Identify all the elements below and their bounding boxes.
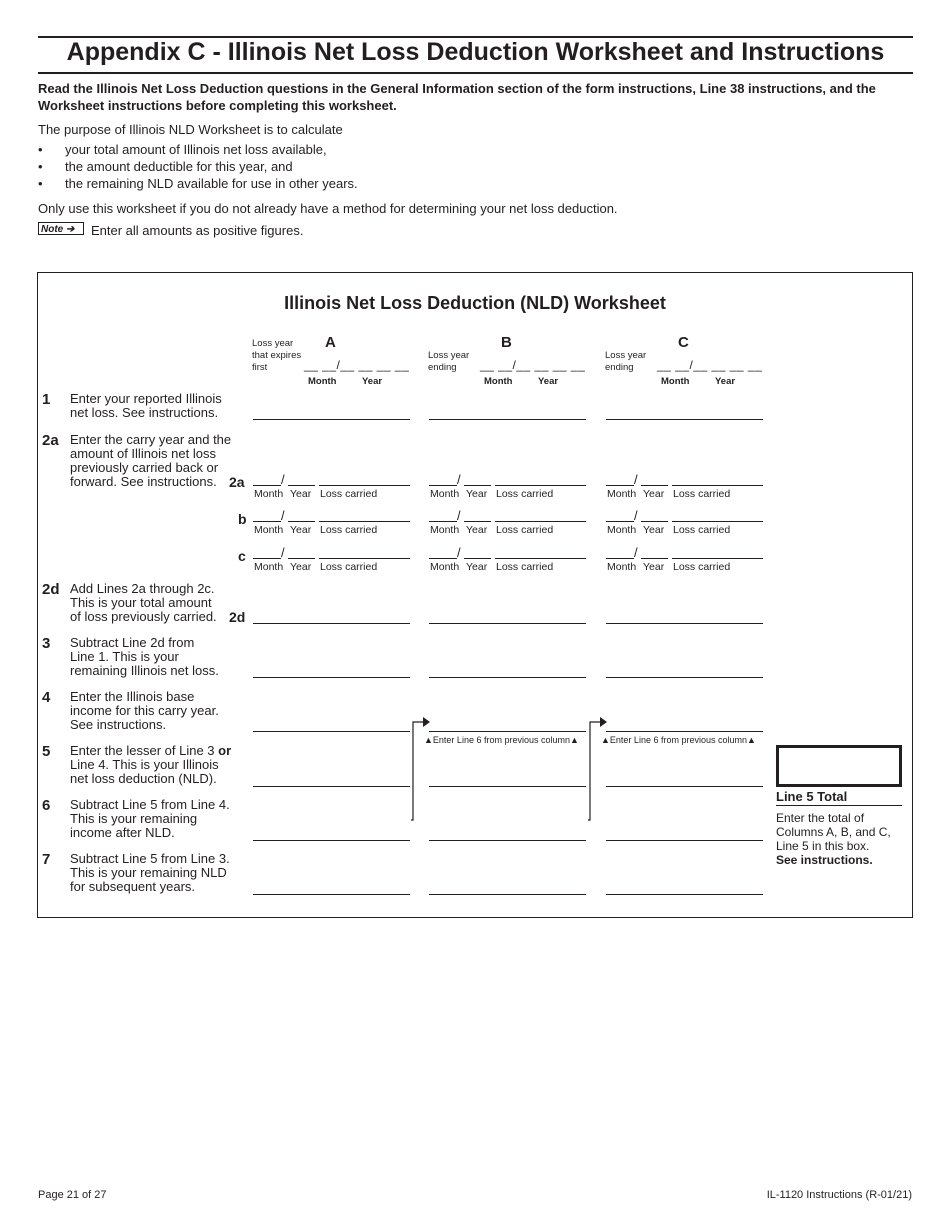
month-label: Month — [607, 561, 637, 573]
loss-carried-field[interactable] — [495, 558, 586, 559]
loss-carried-label: Loss carried — [496, 488, 554, 500]
arrow-note-col-c: ▲Enter Line 6 from previous column▲ — [601, 735, 756, 745]
line-7-col-b-field[interactable] — [429, 894, 586, 895]
year-label: Year — [643, 524, 665, 536]
column-header-c — [605, 334, 765, 389]
line-5-col-b-field[interactable] — [429, 786, 586, 787]
carry-over-arrow-b — [405, 715, 435, 825]
line-5-total-box[interactable] — [776, 745, 902, 787]
carry-year-field[interactable] — [464, 558, 491, 559]
carry-year-field[interactable] — [641, 558, 668, 559]
loss-carried-label: Loss carried — [496, 561, 554, 573]
date-slash: / — [457, 508, 461, 523]
line-2a-col-b-group — [429, 472, 589, 500]
line-4-col-c-field[interactable] — [606, 731, 763, 732]
month-label: Month — [484, 376, 513, 387]
year-label: Year — [538, 376, 559, 387]
bullet-text: your total amount of Illinois net loss available, — [65, 142, 327, 157]
column-caption: Loss year ending — [605, 350, 647, 373]
line-2b-col-c-group — [606, 508, 766, 536]
line-2b-col-a-group — [253, 508, 413, 536]
loss-carried-field[interactable] — [319, 485, 410, 486]
carry-over-arrow-c — [582, 715, 612, 825]
line-number: 5 — [42, 743, 51, 760]
carry-month-field[interactable] — [253, 521, 281, 522]
month-label: Month — [430, 561, 460, 573]
line-6-col-a-field[interactable] — [253, 840, 410, 841]
line-number: 6 — [42, 797, 51, 814]
year-label: Year — [290, 524, 312, 536]
line-2a-col-c-group — [606, 472, 766, 500]
bullet-icon: • — [38, 142, 43, 157]
carry-year-field[interactable] — [288, 521, 315, 522]
loss-carried-field[interactable] — [672, 521, 763, 522]
date-slash: / — [634, 545, 638, 560]
loss-carried-label: Loss carried — [320, 524, 378, 536]
loss-carried-label: Loss carried — [496, 524, 554, 536]
line-5-text: Enter the lesser of Line 3 or Line 4. This is your Illinois net loss deduction (NLD). — [70, 743, 232, 786]
form-id: IL-1120 Instructions (R-01/21) — [766, 1189, 912, 1201]
year-label: Year — [290, 561, 312, 573]
carry-year-field[interactable] — [288, 558, 315, 559]
year-label: Year — [466, 561, 488, 573]
worksheet-title: Illinois Net Loss Deduction (NLD) Worksheet — [284, 293, 666, 313]
line-3-col-b-field[interactable] — [429, 677, 586, 678]
loss-carried-field[interactable] — [672, 485, 763, 486]
line-1-text: Enter your reported Illinois net loss. See instructions. — [70, 391, 222, 420]
year-label: Year — [466, 524, 488, 536]
carry-year-field[interactable] — [288, 485, 315, 486]
month-label: Month — [254, 561, 284, 573]
date-slash: / — [281, 508, 285, 523]
line-7-col-a-field[interactable] — [253, 894, 410, 895]
date-slash: / — [634, 508, 638, 523]
loss-carried-field[interactable] — [495, 521, 586, 522]
line-2a-inline-label: 2a — [229, 474, 245, 490]
month-label: Month — [430, 488, 460, 500]
line-2a-col-a-group — [253, 472, 413, 500]
line-7-text: Subtract Line 5 from Line 3. This is your remaining NLD for subsequent years. — [70, 851, 230, 894]
month-label: Month — [661, 376, 690, 387]
line-6-col-c-field[interactable] — [606, 840, 763, 841]
loss-year-date-field[interactable]: __ __/__ __ __ __ — [480, 358, 586, 372]
loss-carried-label: Loss carried — [320, 561, 378, 573]
loss-carried-label: Loss carried — [320, 488, 378, 500]
line-2b-col-b-group — [429, 508, 589, 536]
month-label: Month — [430, 524, 460, 536]
intro-bold-text: Read the Illinois Net Loss Deduction questions in the General Information section of the form instructions, Line 38 instructions, and the Worksheet instructions before completing this worksheet. — [38, 81, 876, 113]
line-3-col-c-field[interactable] — [606, 677, 763, 678]
line-2b-label: b — [238, 511, 247, 527]
arrow-note-col-b: ▲Enter Line 6 from previous column▲ — [424, 735, 579, 745]
date-slash: / — [457, 472, 461, 487]
only-use-text: Only use this worksheet if you do not already have a method for determining your net loss deduction. — [38, 201, 618, 216]
line-2c-col-a-group — [253, 545, 413, 573]
page-number: Page 21 of 27 — [38, 1189, 107, 1201]
month-label: Month — [254, 488, 284, 500]
carry-month-field[interactable] — [606, 521, 634, 522]
line-2a-text: Enter the carry year and the amount of Illinois net loss previously carried back or forward. See instructions. — [70, 432, 232, 489]
year-label: Year — [643, 488, 665, 500]
year-label: Year — [643, 561, 665, 573]
line-6-col-b-field[interactable] — [429, 840, 586, 841]
line-2d-col-a-field[interactable] — [253, 623, 410, 624]
loss-carried-field[interactable] — [495, 485, 586, 486]
line-number: 3 — [42, 635, 51, 652]
year-label: Year — [290, 488, 312, 500]
date-slash: / — [457, 545, 461, 560]
column-letter: B — [501, 334, 512, 351]
loss-carried-label: Loss carried — [673, 561, 731, 573]
loss-carried-label: Loss carried — [673, 524, 731, 536]
line-2d-col-b-field[interactable] — [429, 623, 586, 624]
line-4-text: Enter the Illinois base income for this carry year. See instructions. — [70, 689, 219, 732]
line-number: 2d — [42, 581, 60, 598]
date-slash: / — [281, 545, 285, 560]
loss-carried-field[interactable] — [319, 558, 410, 559]
date-slash: / — [634, 472, 638, 487]
column-header-a — [252, 334, 412, 389]
carry-year-field[interactable] — [464, 521, 491, 522]
month-label: Month — [607, 488, 637, 500]
line-1-col-c-field[interactable] — [606, 419, 763, 420]
carry-month-field[interactable] — [429, 521, 457, 522]
line-7-col-c-field[interactable] — [606, 894, 763, 895]
carry-month-field[interactable] — [429, 558, 457, 559]
loss-year-date-field[interactable]: __ __/__ __ __ __ — [657, 358, 763, 372]
line-6-text: Subtract Line 5 from Line 4. This is your remaining income after NLD. — [70, 797, 230, 840]
month-label: Month — [254, 524, 284, 536]
carry-year-field[interactable] — [641, 485, 668, 486]
line-1-col-a-field[interactable] — [253, 419, 410, 420]
line-2c-col-c-group — [606, 545, 766, 573]
line-number: 2a — [42, 432, 59, 449]
carry-month-field[interactable] — [429, 485, 457, 486]
loss-carried-field[interactable] — [672, 558, 763, 559]
column-letter: A — [325, 334, 336, 351]
line-number: 7 — [42, 851, 51, 868]
line-3-text: Subtract Line 2d from Line 1. This is your remaining Illinois net loss. — [70, 635, 219, 678]
loss-year-date-field[interactable]: __ __/__ __ __ __ — [304, 358, 410, 372]
bullet-icon: • — [38, 176, 43, 191]
line-5-col-a-field[interactable] — [253, 786, 410, 787]
column-header-b — [428, 334, 588, 389]
note-icon-label: Note — [41, 224, 64, 235]
line-2d-inline-label: 2d — [229, 609, 246, 625]
title-rule — [38, 72, 913, 74]
carry-month-field[interactable] — [606, 558, 634, 559]
line-number: 1 — [42, 391, 51, 408]
bullet-text: the amount deductible for this year, and — [65, 159, 293, 174]
year-label: Year — [715, 376, 736, 387]
line-4-col-a-field[interactable] — [253, 731, 410, 732]
carry-year-field[interactable] — [464, 485, 491, 486]
line-1-col-b-field[interactable] — [429, 419, 586, 420]
line-2d-col-c-field[interactable] — [606, 623, 763, 624]
page-title: Appendix C - Illinois Net Loss Deduction Worksheet and Instructions — [66, 38, 885, 66]
line-5-total-title: Line 5 Total — [776, 789, 902, 806]
line-5-total-text: Enter the total of Columns A, B, and C, Line 5 in this box. See instructions. — [776, 811, 891, 867]
column-letter: C — [678, 334, 689, 351]
line-2c-label: c — [238, 548, 246, 564]
carry-year-field[interactable] — [641, 521, 668, 522]
line-4-col-b-field[interactable] — [429, 731, 586, 732]
note-text: Enter all amounts as positive figures. — [91, 223, 304, 238]
loss-carried-label: Loss carried — [673, 488, 731, 500]
line-3-col-a-field[interactable] — [253, 677, 410, 678]
year-label: Year — [466, 488, 488, 500]
date-slash: / — [281, 472, 285, 487]
column-caption: Loss year that expires first — [252, 338, 302, 373]
line-2c-col-b-group — [429, 545, 589, 573]
line-5-col-c-field[interactable] — [606, 786, 763, 787]
bullet-text: the remaining NLD available for use in other years. — [65, 176, 358, 191]
year-label: Year — [362, 376, 383, 387]
note-icon: Note ➔ — [38, 222, 84, 235]
carry-month-field[interactable] — [606, 485, 634, 486]
month-label: Month — [607, 524, 637, 536]
loss-carried-field[interactable] — [319, 521, 410, 522]
line-2d-text: Add Lines 2a through 2c. This is your total amount of loss previously carried. — [70, 581, 217, 624]
bullet-icon: • — [38, 159, 43, 174]
carry-month-field[interactable] — [253, 558, 281, 559]
purpose-text: The purpose of Illinois NLD Worksheet is to calculate — [38, 122, 343, 137]
month-label: Month — [308, 376, 337, 387]
carry-month-field[interactable] — [253, 485, 281, 486]
column-caption: Loss year ending — [428, 350, 470, 373]
line-number: 4 — [42, 689, 51, 706]
